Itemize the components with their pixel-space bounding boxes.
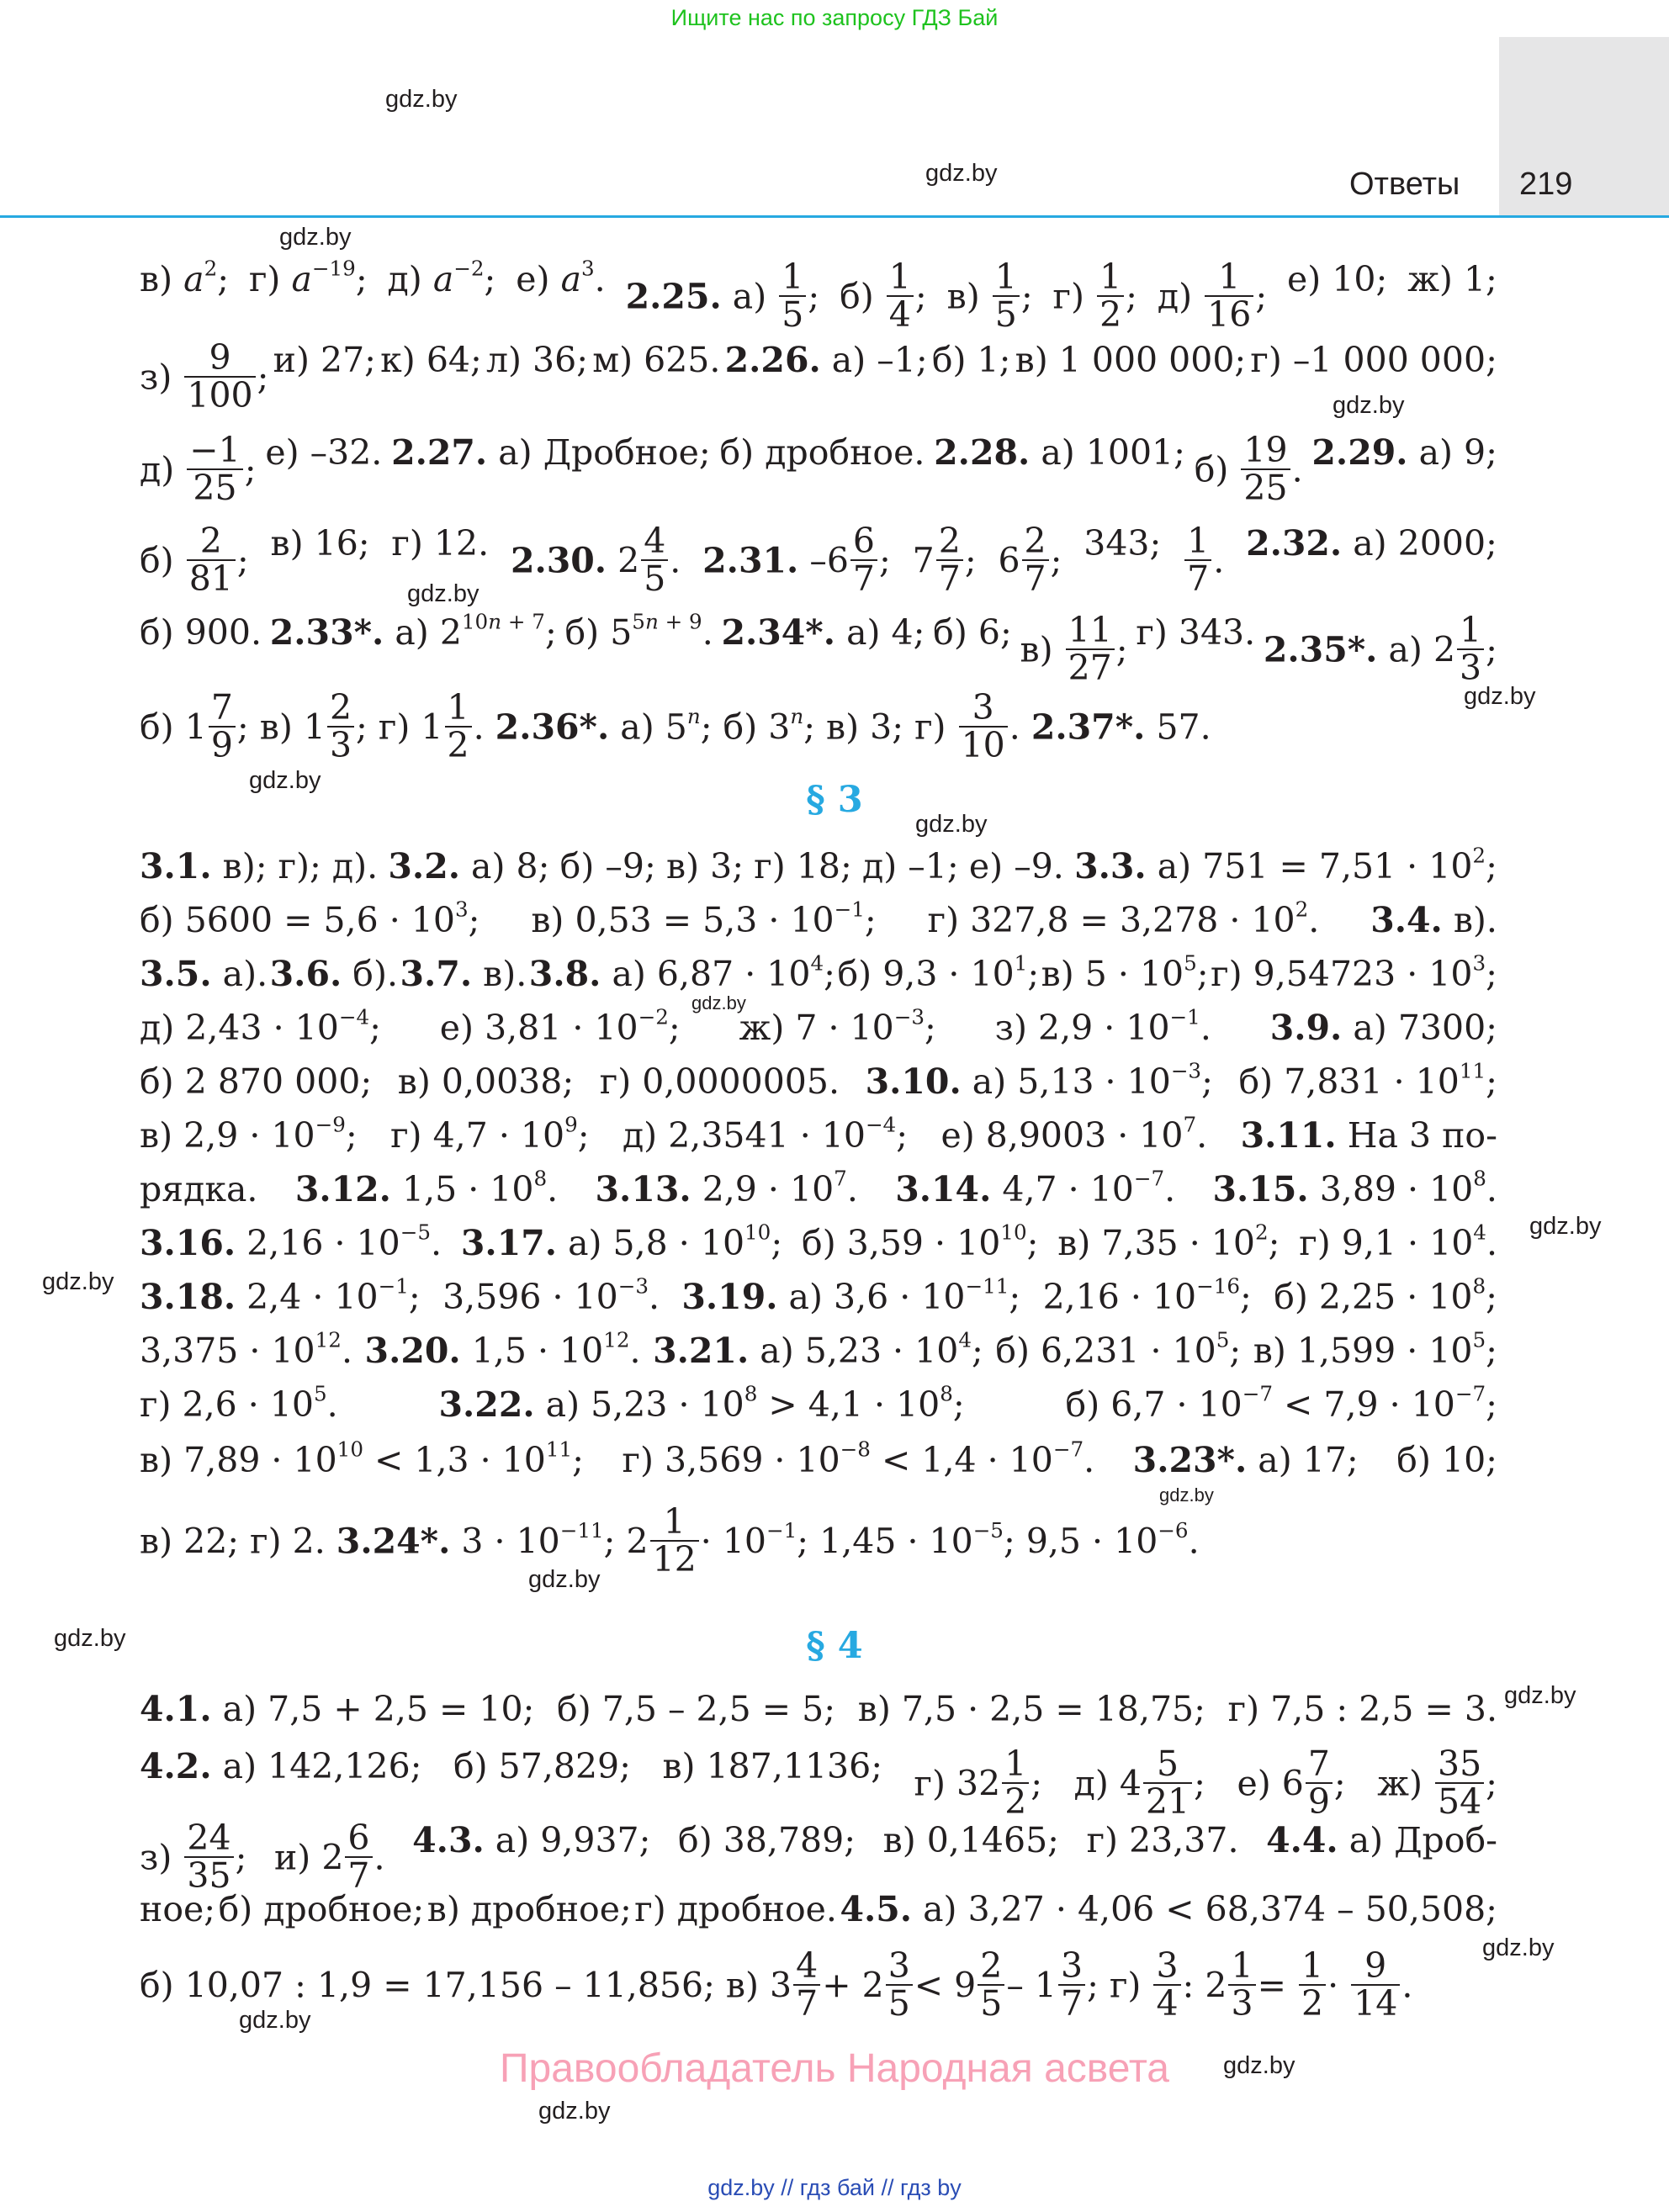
answer-line: в) $2,9 \cdot 10^{-9}$; г) $4,7 \cdot 10^9$; д) $2,3541 \cdot 10^{-4}$; е) $8,9003 \cdot 10^7$. 3.11. На 3 по-	[140, 1112, 1497, 1156]
answer-line: б) 2 870 000; в) 0,0038; г) 0,0000005. 3.10. а) $5,13 \cdot 10^{-3}$; б) $7,831 \cdot 10^{11}$;	[140, 1058, 1497, 1102]
watermark: gdz.by	[1333, 392, 1405, 419]
watermark: gdz.by	[538, 2098, 611, 2125]
footer-copyright-owner: Правообладатель Народная асвета	[500, 2046, 1169, 2091]
answer-line: ное; б) дробное; в) дробное; г) дробное. 4.5. а) 3,27 · 4,06 < 68,374 – 50,508;	[140, 1889, 1497, 1929]
answer-line: 3.1. в); г); д). 3.2. а) 8; б) –9; в) 3; г) 18; д) –1; е) –9. 3.3. а) $751 = 7,51 \cdot 10^2$;	[140, 843, 1497, 886]
answer-line: б) 10,07 : 1,9 = 17,156 – 11,856; в) 3 $\frac{4}{7}$ + 2 $\frac{3}{5}$ < 9 $\frac{2}{5}$ – 1 $\frac{3}{7}$ ; г) $\frac{3}{4}$ : 2 $\frac{1}{3}$ = $\frac{1}{2}$ · $\frac{9}{14}$ .	[140, 1945, 1413, 2024]
answer-line: 3.5. а). 3.6. б). 3.7. в). 3.8. а) $6,87 \cdot 10^4$; б) $9,3 \cdot 10^1$; в) $5 \cdot 10^5$; г) $9,54723 \cdot 10^3$;	[140, 950, 1497, 994]
watermark: gdz.by	[407, 580, 480, 607]
watermark: gdz.by	[239, 2007, 311, 2034]
footer-links[interactable]: gdz.by // гдз бай // гдз by	[707, 2175, 962, 2200]
header-rule	[0, 215, 1669, 218]
watermark: gdz.by	[925, 160, 998, 187]
watermark: gdz.by	[1504, 1682, 1576, 1709]
answer-line: в) 22; г) 2. 3.24*. $3 \cdot 10^{-11}$; 2 $\frac{1}{12}$ · $10^{-1}$; $1,45 \cdot 10^{-5}$; $9,5 \cdot 10^{-6}$.	[140, 1501, 1200, 1580]
answer-line: 4.2. а) 142,126; б) 57,829; в) 187,1136; г) 32 $\frac{1}{2}$ ; д) 4 $\frac{5}{21}$ ; е) 6 $\frac{7}{9}$ ; ж) $\frac{35}{54}$ ;	[140, 1744, 1497, 1823]
watermark: gdz.by	[915, 811, 988, 838]
section-heading-4: § 4	[806, 1625, 863, 1667]
watermark: gdz.by	[42, 1268, 114, 1295]
watermark: gdz.by	[54, 1625, 126, 1652]
watermark: gdz.by	[249, 767, 321, 794]
page-number: 219	[1519, 167, 1573, 202]
answer-line: з) $\frac{9}{100}$ ; и) 27; к) 64; л) 36; м) 625. 2.26. а) –1; б) 1; в) 1 000 000; г) –1 000 000;	[140, 337, 1497, 416]
answer-line: б) 900. 2.33*. а) $2^{10n + 7}$; б) $5^{5n + 9}$. 2.34*. а) 4; б) 6; в) $\frac{11}{27}$ ; г) 343. 2.35*. а) 2 $\frac{1}{3}$ ;	[140, 609, 1497, 689]
answer-line: д) $\frac{-1}{25}$ ; е) –32. 2.27. а) Дробное; б) дробное. 2.28. а) 1001; б) $\frac{19}{25}$ . 2.29. а) 9;	[140, 430, 1497, 509]
watermark: gdz.by	[1482, 1934, 1555, 1961]
answer-line: г) $2,6 \cdot 10^5$. 3.22. а) $5,23 \cdot 10^8 > 4,1 \cdot 10^8$; б) $6,7 \cdot 10^{-7} < 7,9 \cdot 10^{-7}$;	[140, 1381, 1497, 1425]
watermark: gdz.by	[1464, 683, 1536, 710]
answer-line: б) $\frac{2}{81}$ ; в) 16; г) 12. 2.30. 2 $\frac{4}{5}$ . 2.31. –6 $\frac{6}{7}$ ; 7 $\frac{2}{7}$ ; 6 $\frac{2}{7}$ ; 343; $\frac{1}{7}$ . 2.32. а) 2000;	[140, 521, 1497, 600]
section-heading-3: § 3	[806, 779, 863, 821]
watermark: gdz.by	[279, 224, 352, 251]
answer-line: $3,375 \cdot 10^{12}$. 3.20. $1,5 \cdot 10^{12}$. 3.21. а) $5,23 \cdot 10^4$; б) $6,231 \cdot 10^5$; в) $1,599 \cdot 10^5$;	[140, 1327, 1497, 1371]
answer-line: з) $\frac{24}{35}$ ; и) 2 $\frac{6}{7}$ . 4.3. а) 9,937; б) 38,789; в) 0,1465; г) 23,37. 4.4. а) Дроб-	[140, 1818, 1497, 1897]
watermark: gdz.by	[1529, 1213, 1602, 1240]
answer-line: в) $a^2$; г) $a^{-19}$; д) $a^{-2}$; е) $a^3$. 2.25. а) $\frac{1}{5}$ ; б) $\frac{1}{4}$ ; в) $\frac{1}{5}$ ; г) $\frac{1}{2}$ ; д) $\frac{1}{16}$ ; е) 10; ж) 1;	[140, 256, 1497, 336]
answer-line: в) $7,89 \cdot 10^{10} < 1,3 \cdot 10^{11}$; г) $3,569 \cdot 10^{-8} < 1,4 \cdot 10^{-7}$. 3.23*. а) 17; б) 10;	[140, 1437, 1497, 1480]
answer-line: б) $5600 = 5,6 \cdot 10^3$; в) $0,53 = 5,3 \cdot 10^{-1}$; г) $327,8 = 3,278 \cdot 10^2$. 3.4. в).	[140, 897, 1497, 940]
top-banner[interactable]: Ищите нас по запросу ГДЗ Бай	[670, 5, 999, 30]
watermark: gdz.by	[1223, 2052, 1295, 2079]
answer-line: 3.16. $2,16 \cdot 10^{-5}$. 3.17. а) $5,8 \cdot 10^{10}$; б) $3,59 \cdot 10^{10}$; в) $7,35 \cdot 10^2$; г) $9,1 \cdot 10^4$.	[140, 1220, 1497, 1263]
answer-line: 3.18. $2,4 \cdot 10^{-1}$; $3,596 \cdot 10^{-3}$. 3.19. а) $3,6 \cdot 10^{-11}$; $2,16 \cdot 10^{-16}$; б) $2,25 \cdot 10^8$;	[140, 1273, 1497, 1317]
answer-line: д) $2,43 \cdot 10^{-4}$; е) $3,81 \cdot 10^{-2}$; ж) $7 \cdot 10^{-3}$; з) $2,9 \cdot 10^{-1}$. 3.9. а) 7300;	[140, 1004, 1497, 1048]
watermark: gdz.by	[528, 1566, 601, 1593]
answer-line: 4.1. а) 7,5 + 2,5 = 10; б) 7,5 – 2,5 = 5; в) 7,5 · 2,5 = 18,75; г) 7,5 : 2,5 = 3.	[140, 1689, 1497, 1729]
answer-line: рядка. 3.12. $1,5 \cdot 10^8$. 3.13. $2,9 \cdot 10^7$. 3.14. $4,7 \cdot 10^{-7}$. 3.15. $3,89 \cdot 10^8$.	[140, 1166, 1497, 1209]
answer-line: б) 1 $\frac{7}{9}$ ; в) 1 $\frac{2}{3}$ ; г) 1 $\frac{1}{2}$ . 2.36*. а) 5$^n$; б) 3$^n$; в) 3; г) $\frac{3}{10}$ . 2.37*. 57.	[140, 687, 1211, 766]
watermark: gdz.by	[1159, 1484, 1214, 1506]
watermark: gdz.by	[691, 992, 746, 1013]
watermark: gdz.by	[385, 86, 458, 113]
header-title: Ответы	[1349, 167, 1460, 202]
